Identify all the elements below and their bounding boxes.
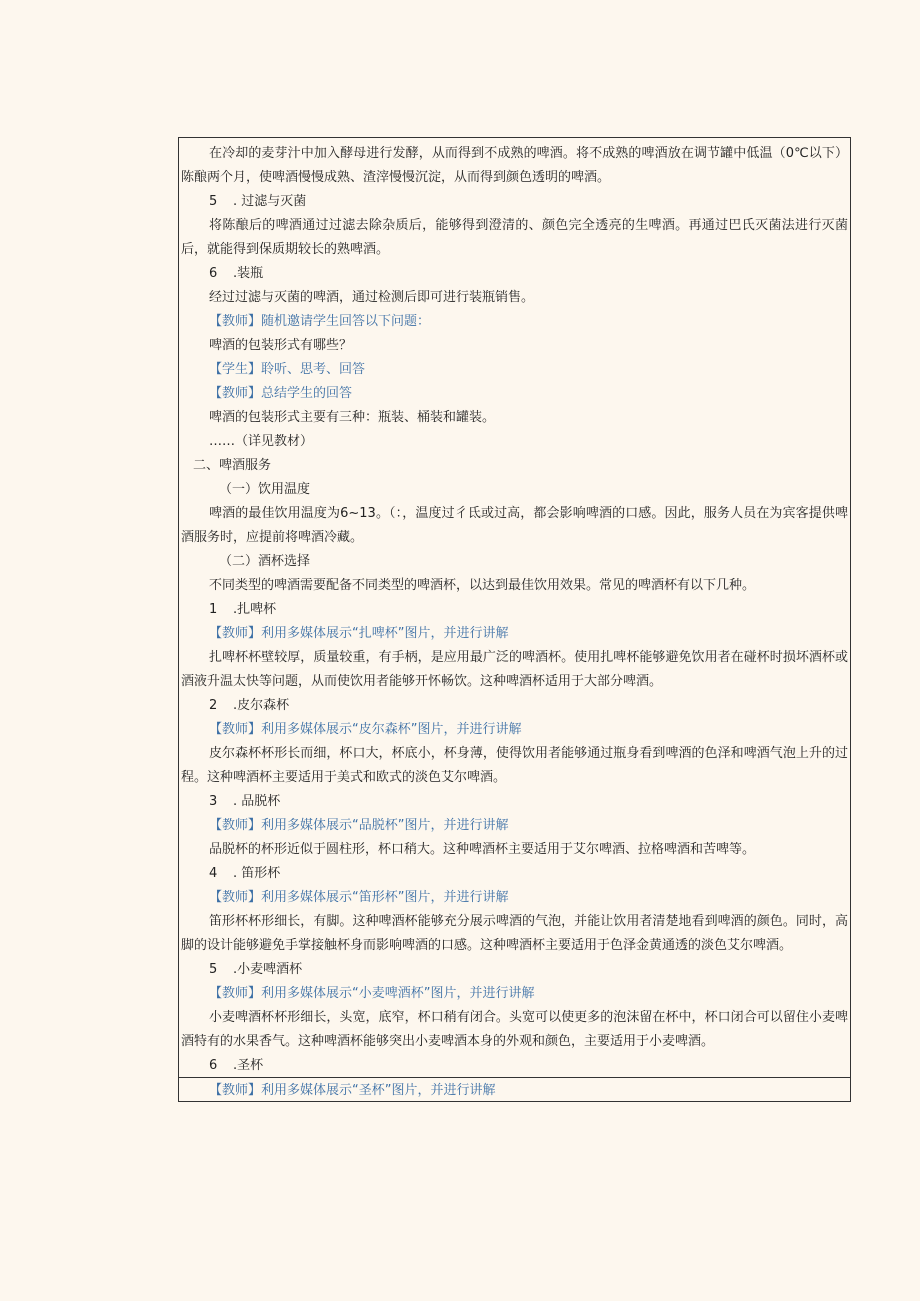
item-number: 2 [209, 698, 218, 713]
item-title: .圣杯 [233, 1058, 264, 1073]
paragraph-glass-intro: 不同类型的啤酒需要配备不同类型的啤酒杯，以达到最佳饮用效果。常见的啤酒杯有以下几种。 [209, 578, 756, 593]
item-number: 5 [209, 962, 218, 977]
paragraph-bottling: 经过过滤与灭菌的啤酒，通过检测后即可进行装瓶销售。 [209, 290, 535, 305]
subsection-heading-temperature: （一）饮用温度 [219, 482, 311, 497]
paragraph-glass-2: 皮尔森杯杯形长而细，杯口大，杯底小，杯身薄，使得饮用者能够通过瓶身看到啤酒的色泽和啤酒气泡上升的过程。这种啤酒杯主要适用于美式和欧式的淡色艾尔啤酒。 [181, 746, 848, 785]
teacher-note: 【教师】利用多媒体展示“圣杯”图片，并进行讲解 [209, 1083, 496, 1098]
item-title: .小麦啤酒杯 [233, 962, 303, 977]
step-number: 6 [209, 266, 218, 281]
step-title: . 过滤与灭菌 [233, 194, 307, 209]
item-number: 6 [209, 1058, 218, 1073]
paragraph-glass-1: 扎啤杯杯壁较厚，质量较重，有手柄，是应用最广泛的啤酒杯。使用扎啤杯能够避免饮用者在碰杯时损坏酒杯或酒液升温太快等问题，从而使饮用者能够开怀畅饮。这种啤酒杯适用于大部分啤酒。 [181, 650, 848, 689]
step-number: 5 [209, 194, 218, 209]
table-row-divider [179, 1077, 850, 1078]
item-number: 4 [209, 866, 218, 881]
step-title: .装瓶 [233, 266, 264, 281]
student-note: 【学生】聆听、思考、回答 [209, 362, 366, 377]
heading-glass-2 [179, 694, 850, 718]
teacher-note: 【教师】总结学生的回答 [209, 386, 353, 401]
answer-text: 啤酒的包装形式主要有三种：瓶装、桶装和罐装。 [209, 410, 496, 425]
teacher-note: 【教师】利用多媒体展示“扎啤杯”图片，并进行讲解 [209, 626, 509, 641]
section-heading-beer-service: 二、啤酒服务 [193, 458, 272, 473]
heading-bottling [179, 262, 850, 286]
heading-glass-3 [179, 790, 850, 814]
teacher-note: 【教师】利用多媒体展示“品脱杯”图片，并进行讲解 [209, 818, 509, 833]
heading-glass-1 [179, 598, 850, 622]
subsection-heading-glass: （二）酒杯选择 [219, 554, 311, 569]
paragraph-temperature: 啤酒的最佳饮用温度为6~13。（：，温度过彳氐或过高，都会影响啤酒的口感。因此，服务人员在为宾客提供啤酒服务时，应提前将啤酒冷藏。 [181, 506, 848, 545]
teacher-note: 【教师】利用多媒体展示“小麦啤酒杯”图片，并进行讲解 [209, 986, 535, 1001]
paragraph-filtration: 将陈酿后的啤酒通过过滤去除杂质后，能够得到澄清的、颜色完全透亮的生啤酒。再通过巴氏灭菌法进行灭菌后，就能得到保质期较长的熟啤酒。 [181, 218, 848, 257]
item-number: 3 [209, 794, 218, 809]
heading-glass-5 [179, 958, 850, 982]
heading-glass-6 [179, 1054, 850, 1078]
question-text: 啤酒的包装形式有哪些？ [209, 338, 353, 353]
see-textbook-text: ……（详见教材） [209, 434, 314, 449]
item-number: 1 [209, 602, 218, 617]
teacher-note: 【教师】随机邀请学生回答以下问题： [209, 314, 431, 329]
item-title: .皮尔森杯 [233, 698, 290, 713]
item-title: .扎啤杯 [233, 602, 277, 617]
item-title: . 品脱杯 [233, 794, 281, 809]
paragraph-glass-3: 品脱杯的杯形近似于圆柱形，杯口稍大。这种啤酒杯主要适用于艾尔啤酒、拉格啤酒和苦啤等。 [209, 842, 756, 857]
item-title: . 笛形杯 [233, 866, 281, 881]
lesson-table-frame [178, 137, 851, 1102]
paragraph-glass-4: 笛形杯杯形细长，有脚。这种啤酒杯能够充分展示啤酒的气泡，并能让饮用者清楚地看到啤酒的颜色。同时，高脚的设计能够避免手掌接触杯身而影响啤酒的口感。这种啤酒杯主要适用于色泽金黄通透的淡色艾尔啤酒。 [181, 914, 848, 953]
heading-glass-4 [179, 862, 850, 886]
teacher-note: 【教师】利用多媒体展示“笛形杯”图片，并进行讲解 [209, 890, 509, 905]
paragraph-glass-5: 小麦啤酒杯杯形细长，头宽，底窄，杯口稍有闭合。头宽可以使更多的泡沫留在杯中，杯口闭合可以留住小麦啤酒特有的水果香气。这种啤酒杯能够突出小麦啤酒本身的外观和颜色，主要适用于小麦啤酒。 [181, 1010, 848, 1049]
teacher-note: 【教师】利用多媒体展示“皮尔森杯”图片，并进行讲解 [209, 722, 522, 737]
paragraph-fermentation: 在冷却的麦芽汁中加入酵母进行发酵，从而得到不成熟的啤酒。将不成熟的啤酒放在调节罐中低温（0℃以下）陈酿两个月，使啤酒慢慢成熟、渣滓慢慢沉淀，从而得到颜色透明的啤酒。 [181, 146, 848, 185]
heading-filtration [179, 190, 850, 214]
